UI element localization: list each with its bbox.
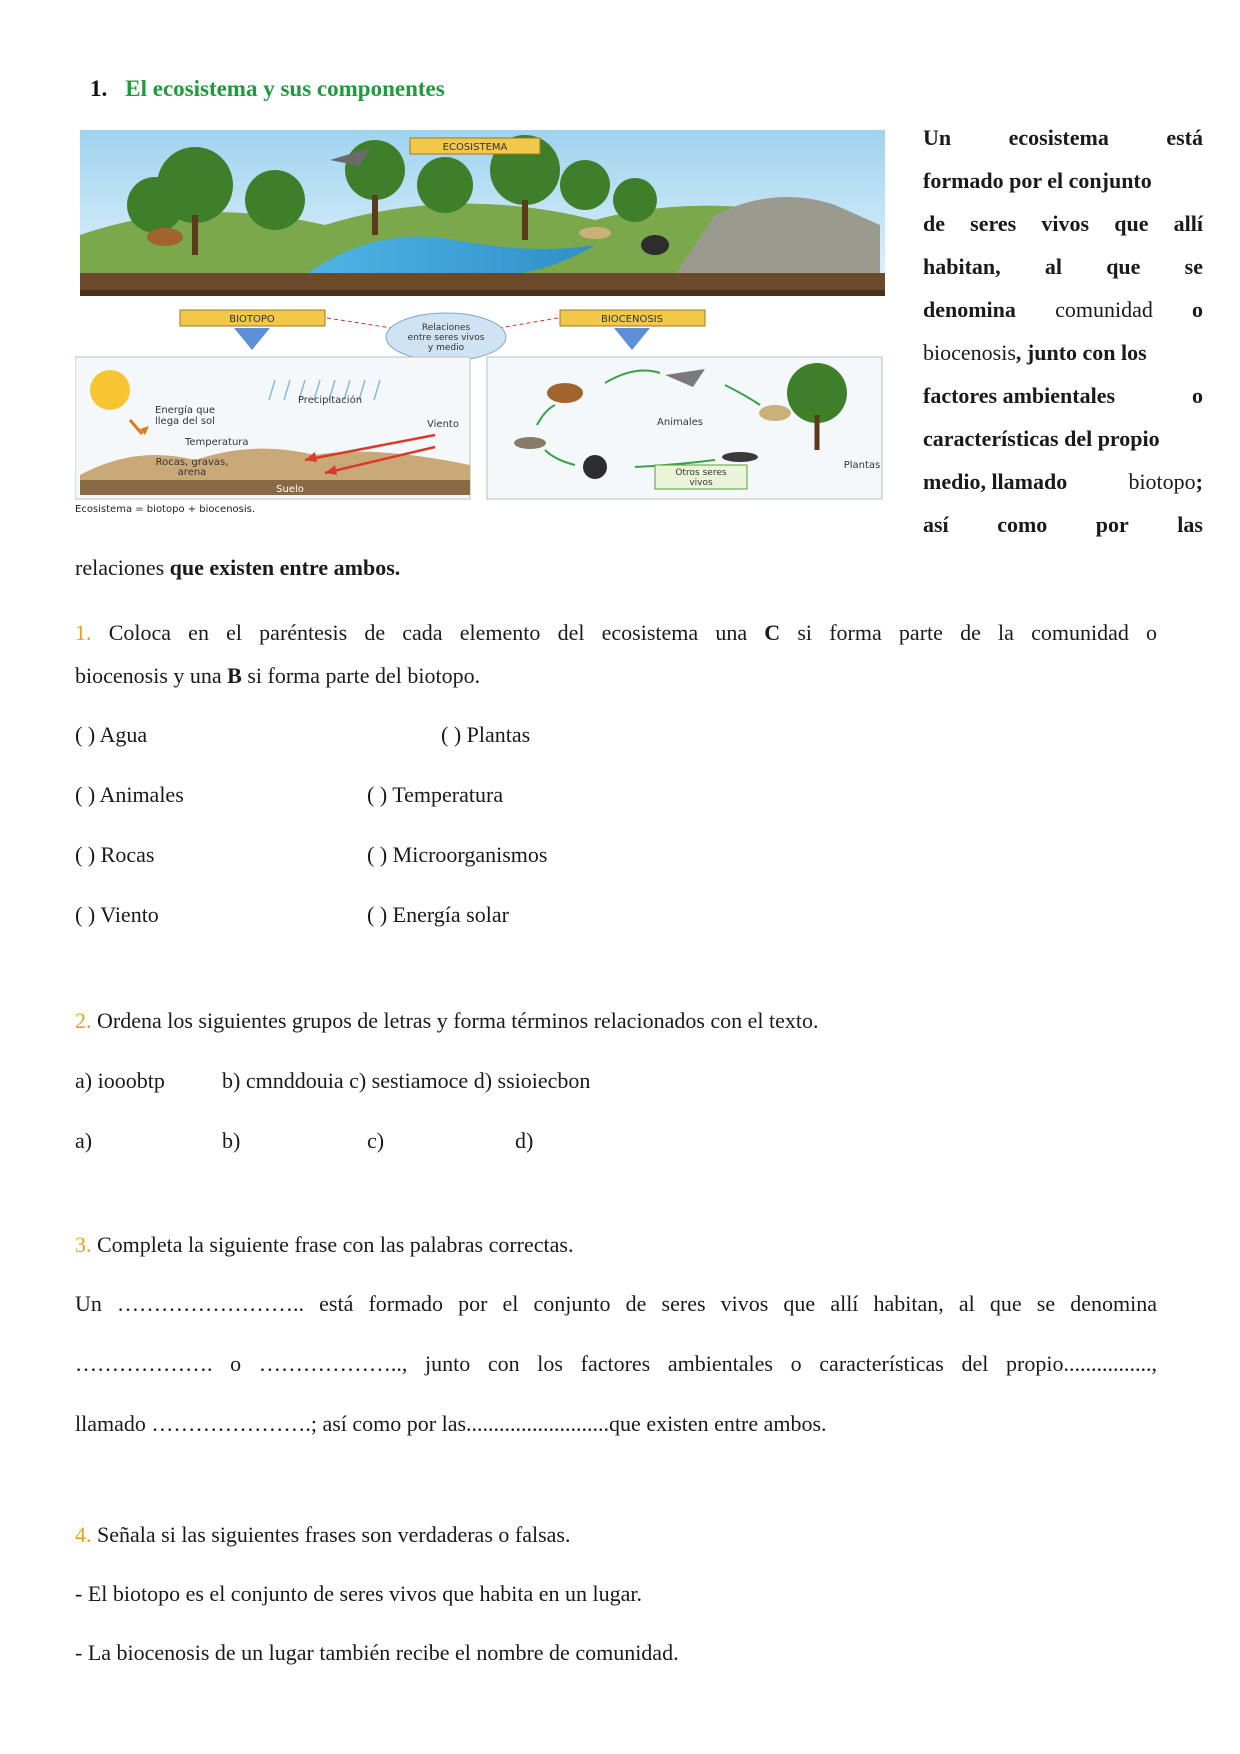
label-biotopo: BIOTOPO: [229, 314, 275, 325]
q1-text: si forma parte de la comunidad o: [797, 620, 1158, 645]
intro-word: se: [1184, 254, 1203, 279]
q1-item-energia-solar[interactable]: ( ) Energía solar: [367, 902, 509, 927]
q1-item-microorganismos[interactable]: ( ) Microorganismos: [367, 842, 548, 867]
ecosystem-figure: [75, 125, 885, 515]
q3-fill-line-3[interactable]: llamado ………………….; así como por las..........................que existen entre ambos.: [75, 1411, 827, 1436]
intro-word: ecosistema: [1008, 125, 1109, 150]
q2-answer-d[interactable]: d): [515, 1128, 534, 1153]
intro-word: relaciones: [75, 555, 165, 580]
sun-icon: [90, 370, 130, 410]
intro-line-2: [923, 168, 1203, 194]
q1-text: si forma parte del biotopo.: [247, 663, 481, 688]
intro-word: que existen entre ambos.: [169, 555, 401, 580]
section-title: [90, 76, 445, 102]
q4-text: Señala si las siguientes frases son verdaderas o falsas.: [97, 1522, 571, 1547]
relaciones-line3: y medio: [427, 343, 465, 353]
intro-text: formado por el conjunto: [923, 168, 1152, 193]
label-plantas: Plantas: [843, 460, 881, 471]
intro-line-4: [923, 254, 1203, 280]
q3-fill-line-2[interactable]: ………………. o ……………….., junto con los factores ambientales o características del propio................,: [75, 1351, 1157, 1376]
label-energia-2: llega del sol: [155, 416, 215, 427]
tree-shape: [787, 363, 847, 423]
q2-group-a: a) iooobtp: [75, 1068, 165, 1093]
section-title-text: El ecosistema y sus componentes: [125, 76, 445, 101]
intro-word: ;: [1195, 469, 1203, 494]
label-otros-2: vivos: [689, 478, 713, 488]
q2-answer-a[interactable]: a): [75, 1128, 93, 1153]
intro-line-6: [923, 340, 1203, 366]
intro-word: , junto con los: [1015, 340, 1147, 365]
label-energia-1: Energía que: [155, 405, 216, 416]
intro-word: por: [1095, 512, 1129, 537]
q1-item-viento[interactable]: ( ) Viento: [75, 902, 159, 927]
label-biocenosis: BIOCENOSIS: [601, 314, 663, 325]
intro-word: vivos: [1041, 211, 1090, 236]
q3-number: 3.: [75, 1232, 92, 1257]
q1-item-plantas[interactable]: ( ) Plantas: [441, 722, 531, 747]
intro-text: características del propio: [923, 426, 1160, 451]
intro-word: biocenosis: [923, 340, 1016, 365]
label-viento: Viento: [427, 419, 459, 430]
q1-text: biocenosis y una: [75, 663, 222, 688]
intro-word: habitan,: [923, 254, 1001, 279]
intro-word: medio, llamado: [923, 469, 1068, 494]
q3-text: Completa la siguiente frase con las palabras correctas.: [97, 1232, 574, 1257]
deer-shape: [147, 228, 183, 246]
label-precipitacion: Precipitación: [297, 395, 363, 406]
q1-item-rocas[interactable]: ( ) Rocas: [75, 842, 155, 867]
label-otros-1: Otros seres: [675, 468, 727, 478]
label-rocas-1: Rocas, gravas,: [155, 457, 229, 468]
intro-word: allí: [1173, 211, 1203, 236]
banner-ecosistema: ECOSISTEMA: [442, 142, 508, 153]
intro-word: como: [997, 512, 1048, 537]
intro-word: está: [1166, 125, 1203, 150]
q2-groups-bcd: b) cmnddouia c) sestiamoce d) ssioiecbon: [222, 1068, 591, 1093]
intro-line-9: [923, 469, 1203, 495]
label-animales: Animales: [657, 417, 703, 428]
intro-word: así: [923, 512, 949, 537]
intro-word: seres: [970, 211, 1017, 236]
q1-text: Coloca en el paréntesis de cada elemento del ecosistema una: [108, 620, 748, 645]
q4-statement: [75, 1522, 570, 1548]
q1-item-animales[interactable]: ( ) Animales: [75, 782, 184, 807]
q4-sentence-1[interactable]: - El biotopo es el conjunto de seres vivos que habita en un lugar.: [75, 1581, 642, 1606]
q3-statement: [75, 1232, 573, 1258]
intro-word: comunidad: [1055, 297, 1153, 322]
intro-word: que: [1106, 254, 1141, 279]
q2-answer-c[interactable]: c): [367, 1128, 385, 1153]
q4-sentence-2[interactable]: - La biocenosis de un lugar también recibe el nombre de comunidad.: [75, 1640, 679, 1665]
intro-line-1: [923, 125, 1203, 151]
relaciones-line1: Relaciones: [421, 323, 471, 333]
q1-item-agua[interactable]: ( ) Agua: [75, 722, 148, 747]
intro-word: Un: [923, 125, 952, 150]
intro-line-7: [923, 383, 1203, 409]
intro-line-8: [923, 426, 1203, 452]
relaciones-line2: entre seres vivos: [407, 333, 485, 343]
intro-line-10: [923, 512, 1203, 538]
intro-line-3: [923, 211, 1203, 237]
intro-word: denomina: [923, 297, 1016, 322]
q2-text: Ordena los siguientes grupos de letras y forma términos relacionados con el texto.: [97, 1008, 819, 1033]
intro-line-5: [923, 297, 1203, 323]
intro-word: o: [1192, 383, 1203, 408]
q1-letter-b: B: [227, 663, 242, 688]
intro-last-line: [75, 555, 400, 581]
intro-word: de: [923, 211, 945, 236]
intro-word: las: [1177, 512, 1203, 537]
q1-line-2: [75, 663, 480, 689]
intro-word: biotopo: [1128, 469, 1196, 494]
q1-number: 1.: [75, 620, 92, 645]
q1-line-1: [75, 620, 1157, 646]
label-temperatura: Temperatura: [185, 437, 249, 448]
intro-word: o: [1192, 297, 1203, 322]
intro-word: al: [1044, 254, 1062, 279]
q3-fill-line-1[interactable]: Un …………………….. está formado por el conjunto de seres vivos que allí habitan, al que se denomina: [75, 1291, 1157, 1316]
q2-statement: [75, 1008, 819, 1034]
label-rocas-2: arena: [177, 467, 207, 478]
intro-word: factores ambientales: [923, 383, 1116, 408]
section-number: 1.: [90, 76, 108, 101]
label-suelo: Suelo: [276, 484, 304, 495]
q1-letter-c: C: [764, 620, 781, 645]
figure-caption: Ecosistema = biotopo + biocenosis.: [75, 504, 256, 515]
q4-number: 4.: [75, 1522, 92, 1547]
q1-item-temperatura[interactable]: ( ) Temperatura: [367, 782, 504, 807]
q2-answer-b[interactable]: b): [222, 1128, 241, 1153]
q2-number: 2.: [75, 1008, 92, 1033]
intro-word: que: [1114, 211, 1149, 236]
